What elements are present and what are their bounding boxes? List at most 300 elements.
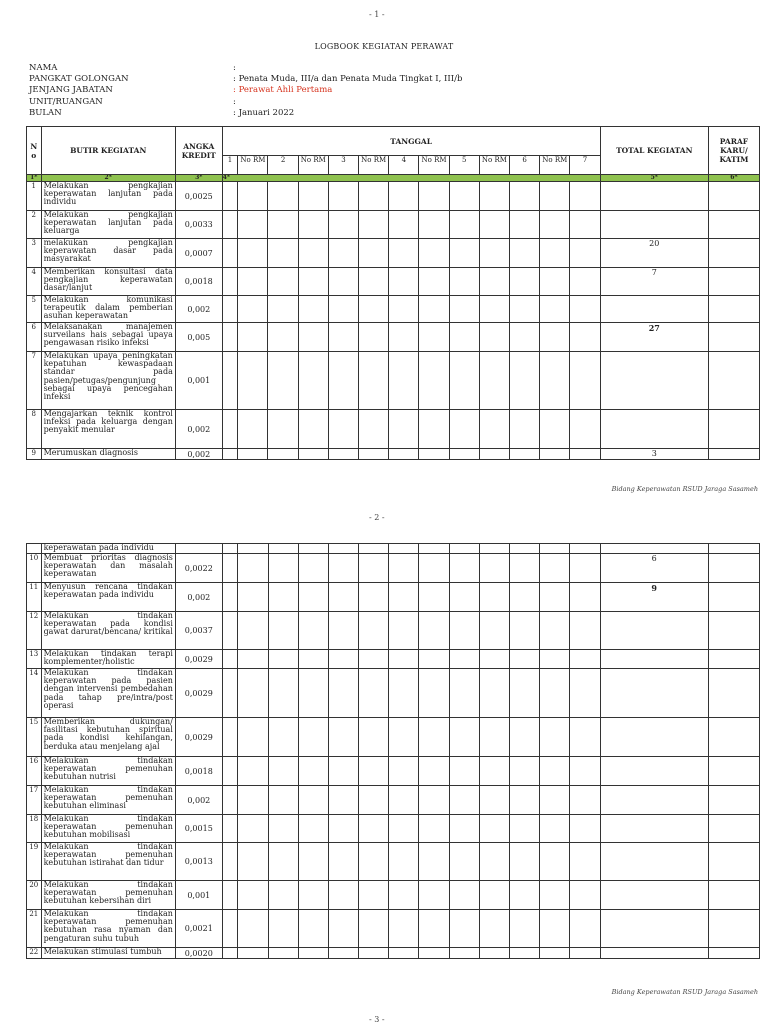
date-entry-cell[interactable] — [510, 544, 540, 554]
date-entry-cell[interactable] — [479, 757, 509, 786]
date-entry-cell[interactable] — [389, 881, 419, 910]
date-entry-cell[interactable] — [449, 669, 479, 718]
date-entry-cell[interactable] — [328, 757, 358, 786]
date-entry-cell[interactable] — [268, 948, 298, 959]
date-entry-cell[interactable] — [222, 239, 238, 268]
date-entry-cell[interactable] — [419, 239, 449, 268]
date-entry-cell[interactable] — [389, 583, 419, 612]
date-entry-cell[interactable] — [419, 211, 449, 239]
date-entry-cell[interactable] — [509, 410, 539, 449]
date-entry-cell[interactable] — [419, 650, 449, 669]
date-entry-cell[interactable] — [449, 583, 479, 612]
date-entry-cell[interactable] — [298, 182, 328, 211]
date-entry-cell[interactable] — [389, 757, 419, 786]
date-entry-cell[interactable] — [298, 612, 328, 650]
date-entry-cell[interactable] — [570, 352, 600, 410]
date-entry-cell[interactable] — [449, 410, 479, 449]
date-entry-cell[interactable] — [389, 815, 419, 843]
date-entry-cell[interactable] — [328, 410, 358, 449]
date-entry-cell[interactable] — [389, 296, 419, 323]
date-entry-cell[interactable] — [570, 881, 600, 910]
date-entry-cell[interactable] — [238, 881, 268, 910]
date-entry-cell[interactable] — [570, 612, 600, 650]
date-entry-cell[interactable] — [479, 554, 509, 583]
date-entry-cell[interactable] — [238, 296, 268, 323]
date-entry-cell[interactable] — [328, 815, 358, 843]
date-entry-cell[interactable] — [540, 612, 570, 650]
date-entry-cell[interactable] — [238, 786, 268, 815]
date-entry-cell[interactable] — [389, 718, 419, 757]
date-entry-cell[interactable] — [238, 544, 268, 554]
date-entry-cell[interactable] — [238, 182, 268, 211]
date-entry-cell[interactable] — [419, 881, 449, 910]
date-entry-cell[interactable] — [328, 843, 358, 881]
date-entry-cell[interactable] — [540, 583, 570, 612]
date-entry-cell[interactable] — [222, 815, 238, 843]
date-entry-cell[interactable] — [479, 323, 509, 352]
date-entry-cell[interactable] — [540, 296, 570, 323]
date-entry-cell[interactable] — [298, 669, 328, 718]
date-entry-cell[interactable] — [540, 211, 570, 239]
date-entry-cell[interactable] — [570, 843, 600, 881]
date-entry-cell[interactable] — [238, 718, 268, 757]
date-entry-cell[interactable] — [419, 786, 449, 815]
date-entry-cell[interactable] — [419, 296, 449, 323]
date-entry-cell[interactable] — [540, 881, 570, 910]
date-entry-cell[interactable] — [419, 410, 449, 449]
date-entry-cell[interactable] — [570, 669, 600, 718]
date-entry-cell[interactable] — [479, 239, 509, 268]
date-entry-cell[interactable] — [222, 612, 238, 650]
date-entry-cell[interactable] — [389, 239, 419, 268]
date-entry-cell[interactable] — [540, 449, 570, 460]
date-entry-cell[interactable] — [238, 669, 268, 718]
date-entry-cell[interactable] — [298, 544, 328, 554]
date-entry-cell[interactable] — [328, 554, 358, 583]
date-entry-cell[interactable] — [540, 669, 570, 718]
date-entry-cell[interactable] — [359, 757, 389, 786]
date-entry-cell[interactable] — [298, 757, 328, 786]
date-entry-cell[interactable] — [389, 786, 419, 815]
date-entry-cell[interactable] — [419, 843, 449, 881]
date-entry-cell[interactable] — [359, 296, 389, 323]
date-entry-cell[interactable] — [510, 948, 540, 959]
date-entry-cell[interactable] — [449, 948, 479, 959]
date-entry-cell[interactable] — [298, 323, 328, 352]
date-entry-cell[interactable] — [328, 786, 358, 815]
date-entry-cell[interactable] — [479, 449, 509, 460]
date-entry-cell[interactable] — [449, 449, 479, 460]
date-entry-cell[interactable] — [298, 718, 328, 757]
date-entry-cell[interactable] — [222, 669, 238, 718]
date-entry-cell[interactable] — [479, 718, 509, 757]
date-entry-cell[interactable] — [449, 718, 479, 757]
date-entry-cell[interactable] — [509, 239, 539, 268]
date-entry-cell[interactable] — [268, 815, 298, 843]
date-entry-cell[interactable] — [328, 583, 358, 612]
date-entry-cell[interactable] — [268, 757, 298, 786]
date-entry-cell[interactable] — [570, 544, 600, 554]
date-entry-cell[interactable] — [479, 650, 509, 669]
date-entry-cell[interactable] — [359, 612, 389, 650]
date-entry-cell[interactable] — [449, 323, 479, 352]
date-entry-cell[interactable] — [238, 583, 268, 612]
date-entry-cell[interactable] — [509, 352, 539, 410]
date-entry-cell[interactable] — [298, 910, 328, 948]
date-entry-cell[interactable] — [268, 182, 298, 211]
date-entry-cell[interactable] — [449, 815, 479, 843]
date-entry-cell[interactable] — [479, 881, 509, 910]
date-entry-cell[interactable] — [389, 449, 419, 460]
date-entry-cell[interactable] — [570, 757, 600, 786]
date-entry-cell[interactable] — [479, 843, 509, 881]
date-entry-cell[interactable] — [328, 948, 358, 959]
date-entry-cell[interactable] — [238, 239, 268, 268]
date-entry-cell[interactable] — [419, 323, 449, 352]
date-entry-cell[interactable] — [328, 211, 358, 239]
date-entry-cell[interactable] — [449, 352, 479, 410]
date-entry-cell[interactable] — [222, 296, 238, 323]
date-entry-cell[interactable] — [389, 352, 419, 410]
date-entry-cell[interactable] — [238, 612, 268, 650]
date-entry-cell[interactable] — [359, 449, 389, 460]
date-entry-cell[interactable] — [328, 612, 358, 650]
date-entry-cell[interactable] — [419, 268, 449, 296]
date-entry-cell[interactable] — [570, 449, 600, 460]
date-entry-cell[interactable] — [268, 239, 298, 268]
date-entry-cell[interactable] — [389, 268, 419, 296]
date-entry-cell[interactable] — [222, 843, 238, 881]
date-entry-cell[interactable] — [509, 449, 539, 460]
date-entry-cell[interactable] — [298, 268, 328, 296]
date-entry-cell[interactable] — [359, 815, 389, 843]
date-entry-cell[interactable] — [238, 449, 268, 460]
date-entry-cell[interactable] — [238, 268, 268, 296]
date-entry-cell[interactable] — [449, 296, 479, 323]
date-entry-cell[interactable] — [540, 352, 570, 410]
date-entry-cell[interactable] — [570, 948, 600, 959]
date-entry-cell[interactable] — [570, 815, 600, 843]
date-entry-cell[interactable] — [540, 268, 570, 296]
date-entry-cell[interactable] — [298, 786, 328, 815]
date-entry-cell[interactable] — [540, 757, 570, 786]
date-entry-cell[interactable] — [540, 554, 570, 583]
date-entry-cell[interactable] — [419, 718, 449, 757]
date-entry-cell[interactable] — [298, 449, 328, 460]
date-entry-cell[interactable] — [570, 410, 600, 449]
date-entry-cell[interactable] — [510, 718, 540, 757]
date-entry-cell[interactable] — [328, 268, 358, 296]
date-entry-cell[interactable] — [419, 815, 449, 843]
date-entry-cell[interactable] — [222, 910, 238, 948]
date-entry-cell[interactable] — [479, 211, 509, 239]
date-entry-cell[interactable] — [238, 211, 268, 239]
date-entry-cell[interactable] — [540, 718, 570, 757]
date-entry-cell[interactable] — [359, 268, 389, 296]
date-entry-cell[interactable] — [298, 948, 328, 959]
date-entry-cell[interactable] — [298, 583, 328, 612]
date-entry-cell[interactable] — [479, 182, 509, 211]
date-entry-cell[interactable] — [419, 182, 449, 211]
date-entry-cell[interactable] — [328, 239, 358, 268]
date-entry-cell[interactable] — [479, 352, 509, 410]
date-entry-cell[interactable] — [389, 182, 419, 211]
date-entry-cell[interactable] — [268, 268, 298, 296]
date-entry-cell[interactable] — [389, 843, 419, 881]
date-entry-cell[interactable] — [298, 352, 328, 410]
date-entry-cell[interactable] — [268, 718, 298, 757]
date-entry-cell[interactable] — [359, 843, 389, 881]
date-entry-cell[interactable] — [359, 786, 389, 815]
date-entry-cell[interactable] — [359, 211, 389, 239]
date-entry-cell[interactable] — [222, 211, 238, 239]
date-entry-cell[interactable] — [540, 239, 570, 268]
date-entry-cell[interactable] — [510, 881, 540, 910]
date-entry-cell[interactable] — [359, 544, 389, 554]
table-body-page-2 — [27, 544, 760, 959]
date-entry-cell[interactable] — [449, 211, 479, 239]
date-entry-cell[interactable] — [449, 843, 479, 881]
date-entry-cell[interactable] — [509, 182, 539, 211]
date-entry-cell[interactable] — [238, 843, 268, 881]
date-entry-cell[interactable] — [479, 268, 509, 296]
date-entry-cell[interactable] — [238, 815, 268, 843]
date-entry-cell[interactable] — [328, 296, 358, 323]
date-entry-cell[interactable] — [222, 881, 238, 910]
date-entry-cell[interactable] — [359, 669, 389, 718]
date-entry-cell[interactable] — [570, 296, 600, 323]
date-entry-cell[interactable] — [268, 669, 298, 718]
date-entry-cell[interactable] — [570, 786, 600, 815]
date-entry-cell[interactable] — [238, 650, 268, 669]
date-entry-cell[interactable] — [268, 544, 298, 554]
date-entry-cell[interactable] — [479, 786, 509, 815]
date-entry-cell[interactable] — [419, 612, 449, 650]
date-entry-cell[interactable] — [298, 815, 328, 843]
date-entry-cell[interactable] — [479, 544, 509, 554]
date-entry-cell[interactable] — [479, 910, 509, 948]
date-entry-cell[interactable] — [449, 268, 479, 296]
date-entry-cell[interactable] — [449, 239, 479, 268]
date-entry-cell[interactable] — [570, 650, 600, 669]
date-entry-cell[interactable] — [268, 650, 298, 669]
date-entry-cell[interactable] — [479, 669, 509, 718]
date-entry-cell[interactable] — [268, 410, 298, 449]
date-entry-cell[interactable] — [540, 544, 570, 554]
date-entry-cell[interactable] — [449, 910, 479, 948]
date-entry-cell[interactable] — [449, 786, 479, 815]
date-entry-cell[interactable] — [449, 757, 479, 786]
date-entry-cell[interactable] — [510, 815, 540, 843]
date-entry-cell[interactable] — [509, 268, 539, 296]
date-entry-cell[interactable] — [359, 948, 389, 959]
date-entry-cell[interactable] — [359, 323, 389, 352]
date-entry-cell[interactable] — [419, 910, 449, 948]
date-entry-cell[interactable] — [570, 323, 600, 352]
date-entry-cell[interactable] — [389, 410, 419, 449]
date-entry-cell[interactable] — [328, 669, 358, 718]
date-entry-cell[interactable] — [222, 323, 238, 352]
date-entry-cell[interactable] — [540, 650, 570, 669]
date-entry-cell[interactable] — [419, 544, 449, 554]
date-entry-cell[interactable] — [268, 786, 298, 815]
date-entry-cell[interactable] — [449, 612, 479, 650]
date-entry-cell[interactable] — [222, 583, 238, 612]
date-entry-cell[interactable] — [449, 650, 479, 669]
date-entry-cell[interactable] — [222, 650, 238, 669]
date-entry-cell[interactable] — [540, 410, 570, 449]
date-entry-cell[interactable] — [389, 650, 419, 669]
date-entry-cell[interactable] — [328, 910, 358, 948]
date-entry-cell[interactable] — [419, 449, 449, 460]
date-entry-cell[interactable] — [419, 583, 449, 612]
date-entry-cell[interactable] — [222, 449, 238, 460]
date-entry-cell[interactable] — [222, 757, 238, 786]
date-entry-cell[interactable] — [419, 757, 449, 786]
date-entry-cell[interactable] — [479, 815, 509, 843]
date-entry-cell[interactable] — [238, 757, 268, 786]
date-entry-cell[interactable] — [449, 182, 479, 211]
date-entry-cell[interactable] — [359, 554, 389, 583]
date-entry-cell[interactable] — [268, 583, 298, 612]
date-entry-cell[interactable] — [389, 948, 419, 959]
date-entry-cell[interactable] — [570, 211, 600, 239]
date-entry-cell[interactable] — [449, 881, 479, 910]
date-entry-cell[interactable] — [540, 843, 570, 881]
date-entry-cell[interactable] — [359, 239, 389, 268]
date-entry-cell[interactable] — [328, 323, 358, 352]
date-entry-cell[interactable] — [359, 881, 389, 910]
date-entry-cell[interactable] — [298, 554, 328, 583]
date-entry-cell[interactable] — [328, 650, 358, 669]
date-entry-cell[interactable] — [268, 843, 298, 881]
date-entry-cell[interactable] — [479, 583, 509, 612]
date-entry-cell[interactable] — [570, 239, 600, 268]
date-entry-cell[interactable] — [238, 352, 268, 410]
date-entry-cell[interactable] — [222, 718, 238, 757]
date-entry-cell[interactable] — [298, 843, 328, 881]
date-entry-cell[interactable] — [570, 182, 600, 211]
date-entry-cell[interactable] — [540, 182, 570, 211]
date-entry-cell[interactable] — [359, 650, 389, 669]
date-entry-cell[interactable] — [238, 323, 268, 352]
date-entry-cell[interactable] — [359, 352, 389, 410]
date-entry-cell[interactable] — [510, 583, 540, 612]
date-entry-cell[interactable] — [222, 554, 238, 583]
date-entry-cell[interactable] — [510, 786, 540, 815]
date-entry-cell[interactable] — [268, 910, 298, 948]
date-entry-cell[interactable] — [268, 881, 298, 910]
date-entry-cell[interactable] — [509, 323, 539, 352]
date-entry-cell[interactable] — [570, 910, 600, 948]
date-entry-cell[interactable] — [570, 268, 600, 296]
date-entry-cell[interactable] — [389, 910, 419, 948]
date-entry-cell[interactable] — [268, 352, 298, 410]
date-entry-cell[interactable] — [238, 948, 268, 959]
date-entry-cell[interactable] — [222, 948, 238, 959]
date-entry-cell[interactable] — [479, 948, 509, 959]
date-entry-cell[interactable] — [540, 786, 570, 815]
date-entry-cell[interactable] — [449, 554, 479, 583]
date-entry-cell[interactable] — [510, 650, 540, 669]
date-entry-cell[interactable] — [328, 881, 358, 910]
date-entry-cell[interactable] — [419, 669, 449, 718]
date-entry-cell[interactable] — [328, 352, 358, 410]
date-entry-cell[interactable] — [509, 296, 539, 323]
date-entry-cell[interactable] — [298, 239, 328, 268]
date-entry-cell[interactable] — [298, 881, 328, 910]
date-entry-cell[interactable] — [298, 296, 328, 323]
date-entry-cell[interactable] — [359, 718, 389, 757]
date-entry-cell[interactable] — [479, 612, 509, 650]
date-entry-cell[interactable] — [222, 544, 238, 554]
date-entry-cell[interactable] — [479, 296, 509, 323]
date-entry-cell[interactable] — [222, 182, 238, 211]
date-entry-cell[interactable] — [540, 910, 570, 948]
date-entry-cell[interactable] — [389, 544, 419, 554]
date-entry-cell[interactable] — [222, 352, 238, 410]
date-entry-cell[interactable] — [328, 182, 358, 211]
date-entry-cell[interactable] — [509, 211, 539, 239]
date-entry-cell[interactable] — [328, 718, 358, 757]
date-entry-cell[interactable] — [298, 211, 328, 239]
date-entry-cell[interactable] — [419, 554, 449, 583]
date-entry-cell[interactable] — [328, 449, 358, 460]
date-entry-cell[interactable] — [389, 612, 419, 650]
date-entry-cell[interactable] — [268, 554, 298, 583]
date-entry-cell[interactable] — [238, 554, 268, 583]
date-entry-cell[interactable] — [389, 211, 419, 239]
date-entry-cell[interactable] — [570, 718, 600, 757]
date-entry-cell[interactable] — [328, 544, 358, 554]
date-entry-cell[interactable] — [419, 948, 449, 959]
date-entry-cell[interactable] — [298, 410, 328, 449]
date-entry-cell[interactable] — [449, 544, 479, 554]
date-entry-cell[interactable] — [389, 554, 419, 583]
date-entry-cell[interactable] — [222, 410, 238, 449]
date-entry-cell[interactable] — [510, 554, 540, 583]
date-entry-cell[interactable] — [570, 583, 600, 612]
date-entry-cell[interactable] — [389, 669, 419, 718]
date-entry-cell[interactable] — [510, 910, 540, 948]
date-entry-cell[interactable] — [419, 352, 449, 410]
date-entry-cell[interactable] — [238, 410, 268, 449]
date-entry-cell[interactable] — [389, 323, 419, 352]
date-entry-cell[interactable] — [238, 910, 268, 948]
date-entry-cell[interactable] — [359, 583, 389, 612]
date-entry-cell[interactable] — [359, 410, 389, 449]
date-entry-cell[interactable] — [222, 268, 238, 296]
date-entry-cell[interactable] — [510, 669, 540, 718]
date-entry-cell[interactable] — [540, 815, 570, 843]
date-entry-cell[interactable] — [268, 211, 298, 239]
date-entry-cell[interactable] — [510, 843, 540, 881]
date-entry-cell[interactable] — [359, 182, 389, 211]
date-entry-cell[interactable] — [268, 296, 298, 323]
date-entry-cell[interactable] — [510, 612, 540, 650]
date-entry-cell[interactable] — [540, 948, 570, 959]
date-entry-cell[interactable] — [540, 323, 570, 352]
date-entry-cell[interactable] — [359, 910, 389, 948]
date-entry-cell[interactable] — [268, 449, 298, 460]
date-entry-cell[interactable] — [222, 786, 238, 815]
date-entry-cell[interactable] — [268, 323, 298, 352]
date-entry-cell[interactable] — [570, 554, 600, 583]
date-entry-cell[interactable] — [298, 650, 328, 669]
date-entry-cell[interactable] — [510, 757, 540, 786]
date-entry-cell[interactable] — [268, 612, 298, 650]
date-entry-cell[interactable] — [479, 410, 509, 449]
